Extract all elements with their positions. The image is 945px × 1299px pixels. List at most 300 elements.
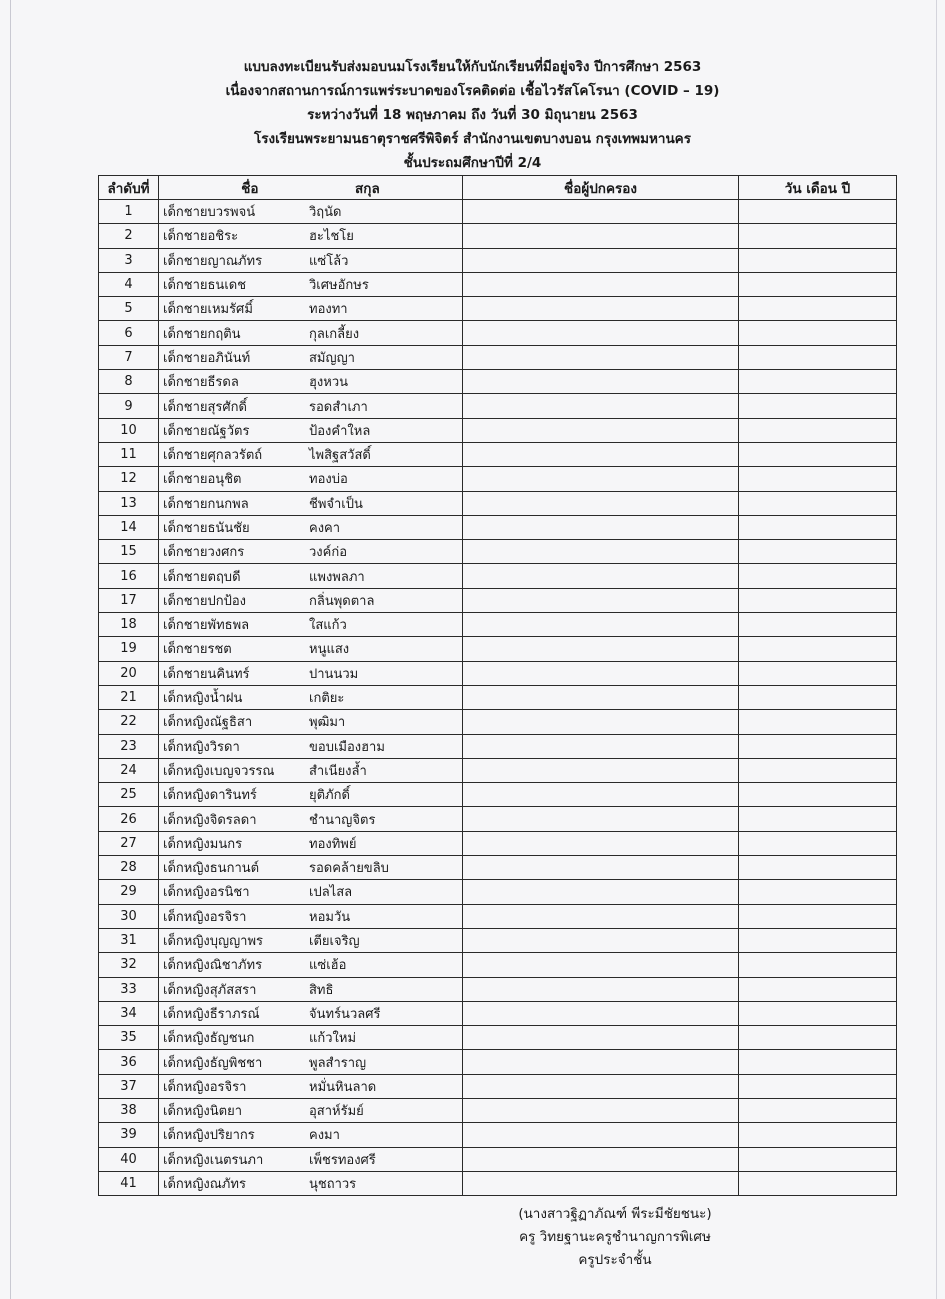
row-number: 25	[99, 783, 159, 807]
guardian-name-cell	[463, 467, 739, 491]
date-cell	[739, 394, 897, 418]
student-name-cell	[159, 515, 463, 539]
student-last-name: ใสแก้ว	[309, 618, 347, 634]
student-name-cell	[159, 880, 463, 904]
student-name-cell	[159, 977, 463, 1001]
table-row	[99, 297, 897, 321]
guardian-name-cell	[463, 515, 739, 539]
guardian-name-cell	[463, 297, 739, 321]
table-row	[99, 685, 897, 709]
student-last-name: ทองทา	[309, 302, 348, 318]
page-edge-left	[10, 0, 11, 1299]
date-cell	[739, 661, 897, 685]
guardian-name-cell	[463, 758, 739, 782]
student-name-cell	[159, 953, 463, 977]
document-header	[100, 55, 845, 175]
row-number: 30	[99, 904, 159, 928]
guardian-name-cell	[463, 1026, 739, 1050]
row-number: 15	[99, 540, 159, 564]
table-row	[99, 880, 897, 904]
guardian-name-cell	[463, 880, 739, 904]
date-cell	[739, 1147, 897, 1171]
guardian-name-cell	[463, 1074, 739, 1098]
student-last-name: แซ่เฮ้อ	[309, 958, 347, 974]
row-number: 24	[99, 758, 159, 782]
date-cell	[739, 807, 897, 831]
guardian-name-cell	[463, 637, 739, 661]
row-number: 17	[99, 588, 159, 612]
date-cell	[739, 831, 897, 855]
row-number: 12	[99, 467, 159, 491]
row-number: 2	[99, 224, 159, 248]
student-last-name: คงคา	[309, 521, 341, 536]
student-first-name: เด็กชายเหมรัศมิ์	[163, 302, 253, 318]
student-last-name: สมัญญา	[309, 350, 355, 366]
student-name-cell	[159, 248, 463, 272]
date-cell	[739, 564, 897, 588]
row-number: 26	[99, 807, 159, 831]
date-cell	[739, 1098, 897, 1122]
student-last-name: หนูแสง	[309, 642, 350, 658]
student-first-name: เด็กชายปกป้อง	[163, 593, 247, 609]
student-first-name: เด็กชายอภินันท์	[163, 350, 251, 366]
student-first-name: เด็กหญิงมนกร	[163, 836, 243, 852]
student-name-cell	[159, 1026, 463, 1050]
student-first-name: เด็กชายธีรดล	[163, 375, 239, 391]
guardian-name-cell	[463, 928, 739, 952]
student-name-cell	[159, 758, 463, 782]
student-first-name: เด็กหญิงธัญพิชชา	[163, 1055, 263, 1071]
row-number: 13	[99, 491, 159, 515]
student-last-name: ฮุงหวน	[309, 375, 349, 391]
student-last-name: พุฒิมา	[309, 715, 346, 731]
guardian-name-cell	[463, 370, 739, 394]
student-last-name: พูลสำราญ	[309, 1055, 367, 1071]
guardian-name-cell	[463, 321, 739, 345]
guardian-name-cell	[463, 953, 739, 977]
student-last-name: วิฤนัด	[309, 205, 342, 221]
student-name-cell	[159, 564, 463, 588]
student-first-name: เด็กหญิงนิตยา	[163, 1104, 242, 1120]
header-period: ระหว่างวันที่ 18 พฤษภาคม ถึง วันที่ 30 มิถุนายน 2563	[307, 107, 638, 123]
student-name-cell	[159, 224, 463, 248]
page-edge-right	[936, 0, 937, 1299]
student-name-cell	[159, 783, 463, 807]
table-row	[99, 321, 897, 345]
date-cell	[739, 904, 897, 928]
student-first-name: เด็กหญิงดารินทร์	[163, 788, 257, 804]
guardian-name-cell	[463, 734, 739, 758]
row-number: 18	[99, 613, 159, 637]
row-number: 16	[99, 564, 159, 588]
student-first-name: เด็กชายญาณภัทร	[163, 253, 263, 269]
student-name-cell	[159, 1098, 463, 1122]
row-number: 21	[99, 685, 159, 709]
guardian-name-cell	[463, 661, 739, 685]
student-last-name: สิทธิ	[309, 982, 334, 998]
student-last-name: จันทร์นวลศรี	[309, 1006, 381, 1022]
row-number: 34	[99, 1001, 159, 1025]
table-row	[99, 248, 897, 272]
student-first-name: เด็กหญิงอรจิรา	[163, 909, 247, 925]
student-name-cell	[159, 637, 463, 661]
student-first-name: เด็กหญิงเบญจวรรณ	[163, 763, 275, 779]
signature-block	[480, 1203, 750, 1272]
student-name-cell	[159, 588, 463, 612]
row-number: 28	[99, 856, 159, 880]
student-first-name: เด็กชายนคินทร์	[163, 666, 250, 682]
date-cell	[739, 734, 897, 758]
student-name-cell	[159, 540, 463, 564]
row-number: 14	[99, 515, 159, 539]
row-number: 33	[99, 977, 159, 1001]
guardian-name-cell	[463, 248, 739, 272]
table-row	[99, 613, 897, 637]
student-name-cell	[159, 613, 463, 637]
student-last-name: ทองบ่อ	[309, 472, 348, 488]
row-number: 27	[99, 831, 159, 855]
guardian-name-cell	[463, 345, 739, 369]
student-last-name: กลิ่นพุดตาล	[309, 593, 375, 609]
date-cell	[739, 272, 897, 296]
student-first-name: เด็กหญิงธัญชนก	[163, 1031, 255, 1047]
table-row	[99, 442, 897, 466]
student-name-cell	[159, 928, 463, 952]
student-name-cell	[159, 904, 463, 928]
table-row	[99, 1171, 897, 1195]
student-first-name: เด็กหญิงณิชาภัทร	[163, 958, 263, 974]
student-last-name: นุชถาวร	[309, 1177, 357, 1193]
student-last-name: หมั่นหินลาด	[309, 1079, 377, 1095]
row-number: 22	[99, 710, 159, 734]
guardian-name-cell	[463, 831, 739, 855]
student-first-name: เด็กหญิงจิดรลดา	[163, 812, 257, 828]
row-number: 36	[99, 1050, 159, 1074]
guardian-name-cell	[463, 1147, 739, 1171]
date-cell	[739, 1001, 897, 1025]
student-first-name: เด็กหญิงธนกานต์	[163, 861, 260, 877]
date-cell	[739, 856, 897, 880]
table-row	[99, 807, 897, 831]
student-name-cell	[159, 491, 463, 515]
table-row	[99, 200, 897, 224]
student-name-cell	[159, 685, 463, 709]
row-number: 23	[99, 734, 159, 758]
table-row	[99, 540, 897, 564]
table-row	[99, 661, 897, 685]
student-first-name: เด็กชายณัฐวัตร	[163, 423, 250, 439]
guardian-name-cell	[463, 904, 739, 928]
date-cell	[739, 1074, 897, 1098]
table-row	[99, 224, 897, 248]
guardian-name-cell	[463, 977, 739, 1001]
date-cell	[739, 1050, 897, 1074]
guardian-name-cell	[463, 442, 739, 466]
student-name-cell	[159, 418, 463, 442]
date-cell	[739, 710, 897, 734]
student-first-name: เด็กหญิงน้ำฝน	[163, 691, 243, 707]
table-row	[99, 637, 897, 661]
student-last-name: รอดคล้ายขลิบ	[309, 861, 389, 877]
column-header-name	[159, 176, 463, 200]
date-cell	[739, 783, 897, 807]
table-row	[99, 831, 897, 855]
row-number: 40	[99, 1147, 159, 1171]
student-first-name: เด็กหญิงบุญญาพร	[163, 934, 264, 950]
student-name-cell	[159, 1050, 463, 1074]
row-number: 8	[99, 370, 159, 394]
date-cell	[739, 248, 897, 272]
student-last-name: ยุติภักดิ์	[309, 788, 350, 804]
row-number: 38	[99, 1098, 159, 1122]
student-last-name: หอมวัน	[309, 909, 351, 925]
student-last-name: เปลไสล	[309, 885, 353, 901]
guardian-name-cell	[463, 224, 739, 248]
student-name-cell	[159, 661, 463, 685]
student-last-name: ชำนาญจิตร	[309, 812, 376, 828]
student-last-name: สำเนียงล้ำ	[309, 763, 367, 779]
student-last-name: อุสาห์รัมย์	[309, 1104, 364, 1120]
date-cell	[739, 1123, 897, 1147]
student-last-name: เกติยะ	[309, 691, 345, 707]
table-row	[99, 1001, 897, 1025]
table-row	[99, 1098, 897, 1122]
student-first-name: เด็กชายศุกลวรัตถ์	[163, 448, 263, 464]
signature-role: ครูประจำชั้น	[578, 1252, 652, 1268]
table-row	[99, 928, 897, 952]
guardian-name-cell	[463, 613, 739, 637]
guardian-name-cell	[463, 1123, 739, 1147]
student-last-name: ชีพจำเป็น	[309, 496, 363, 512]
column-header-date: วัน เดือน ปี	[739, 176, 897, 200]
date-cell	[739, 758, 897, 782]
table-row	[99, 467, 897, 491]
student-roster-table	[98, 175, 897, 1196]
guardian-name-cell	[463, 685, 739, 709]
student-name-cell	[159, 734, 463, 758]
student-first-name: เด็กชายบวรพจน์	[163, 205, 256, 221]
student-name-cell	[159, 807, 463, 831]
date-cell	[739, 370, 897, 394]
table-row	[99, 953, 897, 977]
row-number: 9	[99, 394, 159, 418]
table-row	[99, 904, 897, 928]
row-number: 11	[99, 442, 159, 466]
table-row	[99, 1050, 897, 1074]
student-name-cell	[159, 200, 463, 224]
student-first-name: เด็กหญิงเนตรนภา	[163, 1152, 264, 1168]
header-class: ชั้นประถมศึกษาปีที่ 2/4	[403, 155, 542, 171]
student-first-name: เด็กชายพัทธพล	[163, 618, 250, 634]
student-name-cell	[159, 1171, 463, 1195]
table-row	[99, 1147, 897, 1171]
row-number: 6	[99, 321, 159, 345]
student-name-cell	[159, 1074, 463, 1098]
student-first-name: เด็กชายธนเดช	[163, 278, 247, 294]
student-name-cell	[159, 467, 463, 491]
row-number: 5	[99, 297, 159, 321]
student-name-cell	[159, 1001, 463, 1025]
table-row	[99, 564, 897, 588]
row-number: 3	[99, 248, 159, 272]
student-first-name: เด็กชายสุรศักดิ์	[163, 399, 247, 415]
table-body	[99, 200, 897, 1196]
date-cell	[739, 588, 897, 612]
guardian-name-cell	[463, 856, 739, 880]
table-row	[99, 345, 897, 369]
table-row	[99, 1026, 897, 1050]
table-row	[99, 783, 897, 807]
date-cell	[739, 515, 897, 539]
student-name-cell	[159, 856, 463, 880]
date-cell	[739, 467, 897, 491]
table-row	[99, 418, 897, 442]
date-cell	[739, 1026, 897, 1050]
table-row	[99, 394, 897, 418]
guardian-name-cell	[463, 540, 739, 564]
table-row	[99, 1123, 897, 1147]
student-last-name: ขอบเมืองฮาม	[309, 739, 385, 755]
student-first-name: เด็กชายรชต	[163, 642, 232, 658]
guardian-name-cell	[463, 394, 739, 418]
student-first-name: เด็กหญิงณัฐธิสา	[163, 715, 253, 731]
student-first-name: เด็กชายตฤบดี	[163, 569, 241, 585]
student-name-cell	[159, 394, 463, 418]
table-row	[99, 977, 897, 1001]
guardian-name-cell	[463, 1098, 739, 1122]
date-cell	[739, 418, 897, 442]
date-cell	[739, 297, 897, 321]
header-school: โรงเรียนพระยามนธาตุราชศรีพิจิตร์ สำนักงานเขตบางบอน กรุงเทพมหานคร	[254, 131, 691, 147]
date-cell	[739, 928, 897, 952]
guardian-name-cell	[463, 807, 739, 831]
student-first-name: เด็กชายกฤติน	[163, 326, 241, 342]
student-first-name: เด็กหญิงอรนิชา	[163, 885, 250, 901]
student-first-name: เด็กหญิงอรจิรา	[163, 1079, 247, 1095]
student-name-cell	[159, 321, 463, 345]
student-first-name: เด็กชายอชิระ	[163, 229, 239, 245]
row-number: 39	[99, 1123, 159, 1147]
date-cell	[739, 540, 897, 564]
student-name-cell	[159, 272, 463, 296]
guardian-name-cell	[463, 588, 739, 612]
row-number: 4	[99, 272, 159, 296]
student-name-cell	[159, 370, 463, 394]
student-last-name: แพงพลภา	[309, 569, 365, 585]
date-cell	[739, 977, 897, 1001]
column-header-last: สกุล	[355, 180, 380, 197]
header-reason: เนื่องจากสถานการณ์การแพร่ระบาดของโรคติดต่อ เชื้อไวรัสโคโรนา (COVID – 19)	[225, 83, 720, 99]
row-number: 10	[99, 418, 159, 442]
date-cell	[739, 200, 897, 224]
table-row	[99, 272, 897, 296]
student-first-name: เด็กชายวงศกร	[163, 545, 245, 561]
row-number: 35	[99, 1026, 159, 1050]
guardian-name-cell	[463, 200, 739, 224]
date-cell	[739, 491, 897, 515]
student-last-name: รอดสำเภา	[309, 399, 368, 415]
guardian-name-cell	[463, 491, 739, 515]
row-number: 19	[99, 637, 159, 661]
student-first-name: เด็กหญิงปริยากร	[163, 1128, 255, 1144]
table-row	[99, 758, 897, 782]
student-last-name: วงค์ก่อ	[309, 545, 348, 561]
guardian-name-cell	[463, 564, 739, 588]
guardian-name-cell	[463, 272, 739, 296]
student-first-name: เด็กชายกนกพล	[163, 496, 249, 512]
date-cell	[739, 321, 897, 345]
guardian-name-cell	[463, 783, 739, 807]
table-row	[99, 856, 897, 880]
student-name-cell	[159, 831, 463, 855]
student-last-name: คงมา	[309, 1128, 340, 1144]
table-row	[99, 734, 897, 758]
row-number: 29	[99, 880, 159, 904]
date-cell	[739, 345, 897, 369]
date-cell	[739, 442, 897, 466]
student-last-name: ฮะไชโย	[309, 229, 354, 245]
row-number: 37	[99, 1074, 159, 1098]
student-first-name: เด็กชายธนันชัย	[163, 521, 250, 536]
date-cell	[739, 1171, 897, 1195]
student-first-name: เด็กหญิงธีราภรณ์	[163, 1006, 260, 1022]
student-name-cell	[159, 1147, 463, 1171]
table-row	[99, 491, 897, 515]
table-row	[99, 370, 897, 394]
date-cell	[739, 953, 897, 977]
student-first-name: เด็กหญิงวิรดา	[163, 739, 240, 755]
date-cell	[739, 685, 897, 709]
column-header-no: ลำดับที่	[99, 176, 159, 200]
student-name-cell	[159, 345, 463, 369]
student-first-name: เด็กชายอนุชิต	[163, 472, 242, 488]
student-last-name: เตียเจริญ	[309, 934, 360, 950]
student-name-cell	[159, 442, 463, 466]
student-name-cell	[159, 297, 463, 321]
table-row	[99, 1074, 897, 1098]
student-last-name: กุลเกลี้ยง	[309, 326, 360, 342]
column-header-guardian: ชื่อผู้ปกครอง	[463, 176, 739, 200]
row-number: 1	[99, 200, 159, 224]
column-header-first: ชื่อ	[241, 180, 259, 197]
signature-name: (นางสาวฐิฏาภัณฑ์ พีระมีชัยชนะ)	[518, 1206, 712, 1222]
student-first-name: เด็กหญิงณภัทร	[163, 1177, 246, 1193]
guardian-name-cell	[463, 1050, 739, 1074]
date-cell	[739, 613, 897, 637]
guardian-name-cell	[463, 1001, 739, 1025]
student-last-name: ป้องคำใหล	[309, 423, 371, 439]
row-number: 7	[99, 345, 159, 369]
student-last-name: ไพสิฐสวัสดิ์	[309, 448, 371, 464]
student-last-name: วิเศษอักษร	[309, 278, 369, 294]
table-header-row	[99, 176, 897, 200]
student-first-name: เด็กหญิงสุภัสสรา	[163, 982, 257, 998]
table-row	[99, 710, 897, 734]
row-number: 32	[99, 953, 159, 977]
student-last-name: แก้วใหม่	[309, 1031, 357, 1047]
student-last-name: เพ็ชรทองศรี	[309, 1152, 376, 1168]
student-last-name: ปานนวม	[309, 666, 359, 682]
date-cell	[739, 637, 897, 661]
student-name-cell	[159, 710, 463, 734]
table-row	[99, 515, 897, 539]
signature-title: ครู วิทยฐานะครูชำนาญการพิเศษ	[519, 1229, 711, 1245]
student-last-name: แซ่โล้ว	[309, 253, 349, 269]
guardian-name-cell	[463, 710, 739, 734]
row-number: 31	[99, 928, 159, 952]
table-row	[99, 588, 897, 612]
guardian-name-cell	[463, 1171, 739, 1195]
